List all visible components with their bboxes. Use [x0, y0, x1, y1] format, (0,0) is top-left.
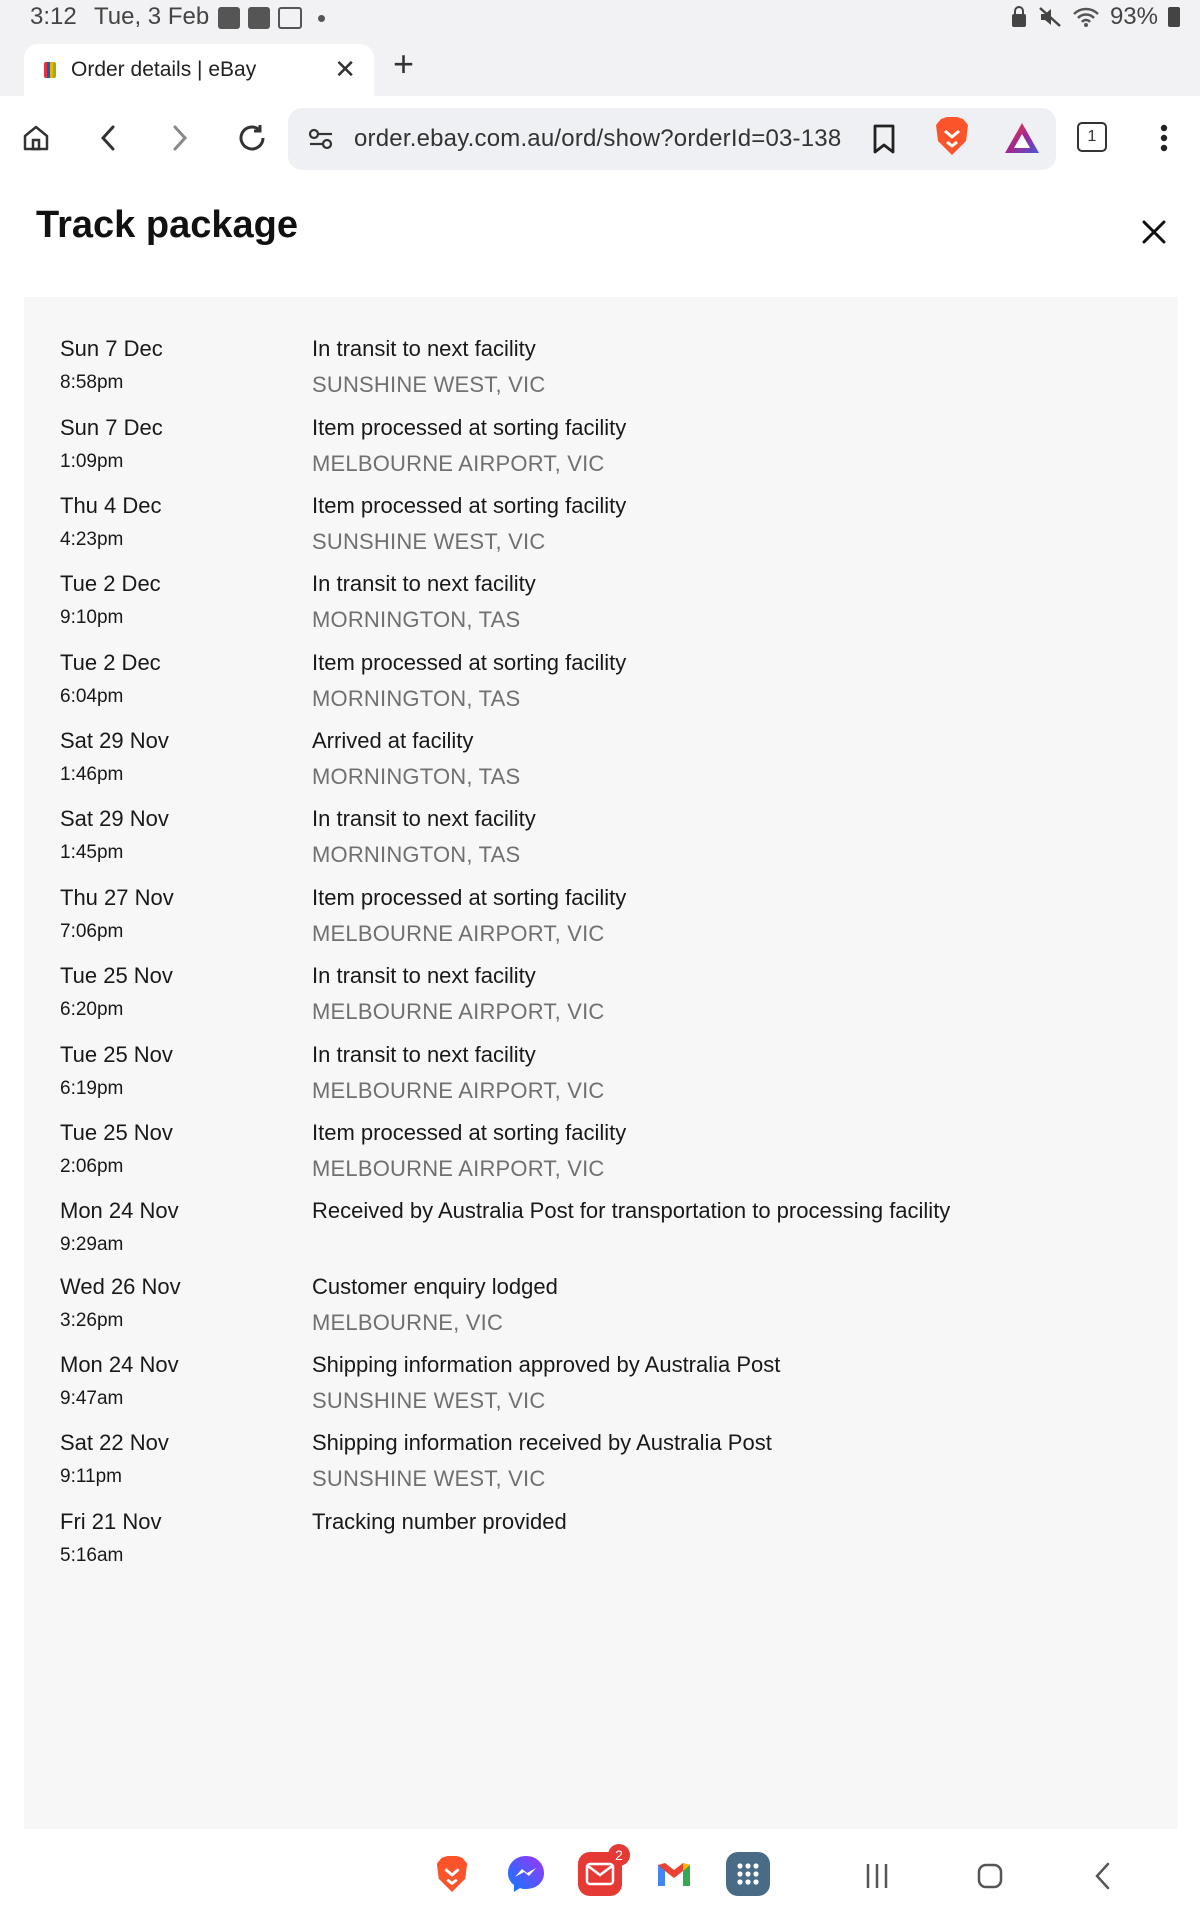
- app-drawer-icon: [734, 1860, 762, 1888]
- more-notifications-icon: [318, 15, 325, 22]
- brave-rewards-button[interactable]: [998, 114, 1046, 162]
- mute-icon: [1038, 6, 1062, 28]
- event-status: Tracking number provided: [312, 1509, 567, 1534]
- event-location: MELBOURNE AIRPORT, VIC: [312, 921, 605, 946]
- lock-icon: [1010, 6, 1028, 28]
- messenger-app[interactable]: [504, 1852, 548, 1896]
- event-date: Sat 29 Nov: [60, 728, 169, 753]
- email-icon: [585, 1862, 615, 1886]
- brave-lion-icon: [933, 115, 971, 157]
- event-location: MELBOURNE AIRPORT, VIC: [312, 1156, 605, 1181]
- status-bar: [0, 0, 1200, 36]
- calendar-notification-icon: [278, 7, 302, 29]
- event-date: Sun 7 Dec: [60, 415, 163, 440]
- brave-icon: [434, 1854, 470, 1894]
- brave-app[interactable]: [430, 1852, 474, 1896]
- event-status: Received by Australia Post for transportation to processing facility: [312, 1198, 951, 1223]
- event-date: Tue 2 Dec: [60, 571, 161, 596]
- event-time: 2:06pm: [60, 1156, 124, 1177]
- event-location: MORNINGTON, TAS: [312, 686, 521, 711]
- event-status: Item processed at sorting facility: [312, 885, 627, 910]
- tracking-history: [24, 297, 1178, 1829]
- event-time: 9:29am: [60, 1234, 124, 1255]
- browser-toolbar: [0, 96, 1200, 182]
- bookmark-icon: [871, 123, 897, 155]
- home-nav-icon[interactable]: [970, 1856, 1010, 1896]
- event-status: Shipping information approved by Australia Post: [312, 1352, 781, 1377]
- event-time: 4:23pm: [60, 529, 124, 550]
- task-notification-icon: [248, 7, 270, 29]
- gmail-icon: [655, 1859, 693, 1889]
- event-date: Tue 25 Nov: [60, 963, 173, 988]
- messenger-icon: [505, 1853, 547, 1895]
- event-status: In transit to next facility: [312, 806, 536, 831]
- event-time: 9:47am: [60, 1388, 124, 1409]
- event-location: MORNINGTON, TAS: [312, 607, 521, 632]
- site-settings-icon[interactable]: [308, 127, 334, 151]
- mail-badge: 2: [608, 1844, 630, 1866]
- event-status: Shipping information received by Australia Post: [312, 1430, 772, 1455]
- app-drawer-button[interactable]: [726, 1852, 770, 1896]
- event-date: Mon 24 Nov: [60, 1352, 179, 1377]
- event-date: Mon 24 Nov: [60, 1198, 179, 1223]
- event-location: MELBOURNE AIRPORT, VIC: [312, 1078, 605, 1103]
- browser-tab[interactable]: [24, 44, 374, 96]
- reload-icon: [236, 122, 268, 154]
- forward-button[interactable]: [156, 114, 204, 162]
- event-date: Wed 26 Nov: [60, 1274, 181, 1299]
- event-date: Thu 4 Dec: [60, 493, 162, 518]
- event-time: 5:16am: [60, 1545, 124, 1566]
- wifi-icon: [1072, 6, 1100, 28]
- event-time: 1:46pm: [60, 764, 124, 785]
- event-location: MELBOURNE AIRPORT, VIC: [312, 451, 605, 476]
- event-date: Sat 22 Nov: [60, 1430, 169, 1455]
- status-time: 3:12: [30, 3, 77, 30]
- event-date: Tue 2 Dec: [60, 650, 161, 675]
- system-icons: [1010, 3, 1180, 31]
- close-icon[interactable]: [1134, 212, 1174, 252]
- battery-icon: [1168, 7, 1180, 27]
- forward-icon: [168, 123, 192, 153]
- email-app[interactable]: [578, 1847, 623, 1896]
- event-status: In transit to next facility: [312, 571, 536, 596]
- event-status: In transit to next facility: [312, 336, 536, 361]
- tab-title: Order details | eBay: [71, 58, 257, 81]
- event-date: Tue 25 Nov: [60, 1120, 173, 1145]
- event-location: MORNINGTON, TAS: [312, 842, 521, 867]
- tab-switcher-button[interactable]: 1: [1077, 122, 1107, 152]
- event-time: 9:10pm: [60, 607, 124, 628]
- event-time: 8:58pm: [60, 372, 124, 393]
- event-status: Arrived at facility: [312, 728, 474, 753]
- status-date: Tue, 3 Feb: [94, 3, 210, 30]
- page-title: Track package: [36, 204, 298, 246]
- menu-button[interactable]: [1140, 114, 1188, 162]
- event-status: Item processed at sorting facility: [312, 415, 627, 440]
- back-icon: [96, 123, 120, 153]
- event-location: MELBOURNE AIRPORT, VIC: [312, 999, 605, 1024]
- back-button[interactable]: [84, 114, 132, 162]
- home-button[interactable]: [12, 114, 60, 162]
- home-icon: [21, 123, 51, 153]
- event-location: SUNSHINE WEST, VIC: [312, 1388, 546, 1413]
- event-time: 9:11pm: [60, 1466, 122, 1487]
- new-tab-button[interactable]: +: [393, 43, 415, 84]
- system-nav-bar: [0, 1830, 1200, 1920]
- url-text[interactable]: order.ebay.com.au/ord/show?orderId=03-138: [354, 125, 842, 152]
- recents-icon[interactable]: [857, 1856, 897, 1896]
- event-date: Sun 7 Dec: [60, 336, 163, 361]
- gmail-app[interactable]: [652, 1852, 696, 1896]
- email-notification-icon: [218, 7, 240, 29]
- event-time: 7:06pm: [60, 921, 124, 942]
- event-date: Tue 25 Nov: [60, 1042, 173, 1067]
- bookmark-button[interactable]: [860, 115, 908, 163]
- event-status: Item processed at sorting facility: [312, 650, 627, 675]
- ebay-favicon-icon: [44, 62, 56, 78]
- battery-percent: 93%: [1109, 3, 1158, 30]
- brave-shields-button[interactable]: [928, 112, 976, 160]
- event-time: 1:45pm: [60, 842, 124, 863]
- event-time: 1:09pm: [60, 451, 124, 472]
- triangle-icon: [1002, 120, 1042, 156]
- event-time: 3:26pm: [60, 1310, 124, 1331]
- event-date: Thu 27 Nov: [60, 885, 174, 910]
- event-location: SUNSHINE WEST, VIC: [312, 1466, 546, 1491]
- tab-close-icon[interactable]: ✕: [334, 54, 356, 84]
- event-location: MELBOURNE, VIC: [312, 1310, 504, 1335]
- event-status: Item processed at sorting facility: [312, 493, 627, 518]
- event-time: 6:19pm: [60, 1078, 124, 1099]
- event-date: Fri 21 Nov: [60, 1509, 162, 1534]
- event-date: Sat 29 Nov: [60, 806, 169, 831]
- event-time: 6:20pm: [60, 999, 124, 1020]
- tab-strip: [0, 36, 1200, 96]
- event-status: Item processed at sorting facility: [312, 1120, 627, 1145]
- event-status: Customer enquiry lodged: [312, 1274, 558, 1299]
- back-nav-icon[interactable]: [1083, 1856, 1123, 1896]
- dialog-header: [0, 182, 1200, 292]
- event-location: SUNSHINE WEST, VIC: [312, 529, 546, 554]
- event-location: SUNSHINE WEST, VIC: [312, 372, 546, 397]
- event-status: In transit to next facility: [312, 963, 536, 988]
- reload-button[interactable]: [228, 114, 276, 162]
- notification-icons: [218, 7, 325, 29]
- event-status: In transit to next facility: [312, 1042, 536, 1067]
- event-time: 6:04pm: [60, 686, 124, 707]
- more-vert-icon: [1159, 123, 1169, 153]
- event-location: MORNINGTON, TAS: [312, 764, 521, 789]
